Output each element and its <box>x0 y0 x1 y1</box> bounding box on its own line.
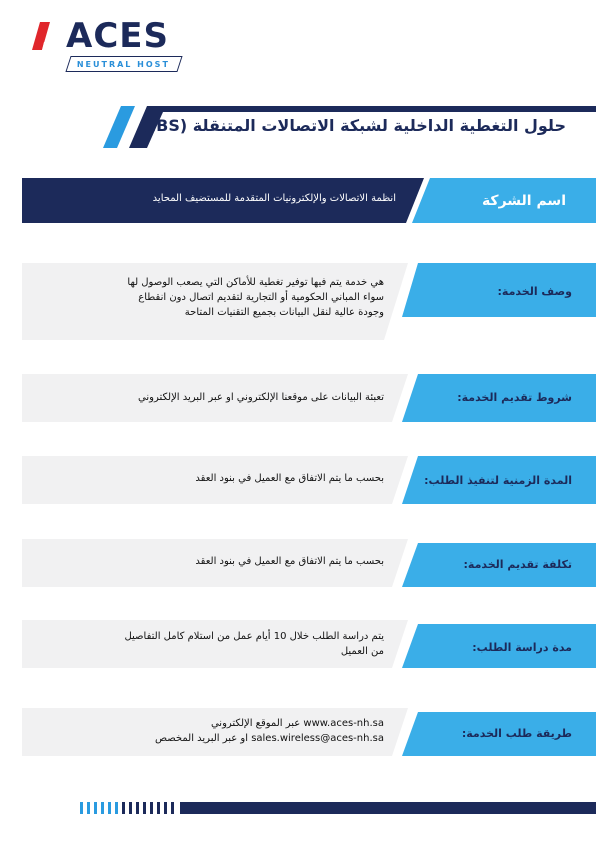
value-line: يتم دراسة الطلب خلال 10 أيام عمل من استلام كامل التفاصيل <box>124 631 384 642</box>
footer-solid-bar <box>180 802 596 814</box>
email-link[interactable]: sales.wireless@aces-nh.sa او عبر البريد المخصص <box>154 733 384 744</box>
service-description-label: وصف الخدمة: <box>497 285 572 298</box>
request-study-label: مدة دراسة الطلب: <box>472 641 572 654</box>
service-cost-value <box>44 554 384 569</box>
request-study-value <box>44 629 384 659</box>
value-line: سواء المباني الحكومية أو التجارية لتقديم اتصال دون انقطاع <box>138 292 384 303</box>
request-method-row <box>22 708 596 756</box>
value-line: تعبئة البيانات على موقعنا الإلكتروني او عبر البريد الإلكتروني <box>138 392 384 403</box>
request-study-row <box>22 620 596 668</box>
logo-slash-icon <box>30 20 60 52</box>
company-name-value: انظمة الاتصالات والإلكترونيات المتقدمة للمستضيف المحايد <box>152 193 396 204</box>
website-link[interactable]: www.aces-nh.sa عبر الموقع الإلكتروني <box>210 718 384 729</box>
service-conditions-value <box>44 390 384 405</box>
service-description-value <box>44 275 384 320</box>
service-cost-row <box>22 539 596 587</box>
service-conditions-label: شروط تقديم الخدمة: <box>457 391 572 404</box>
value-line: بحسب ما يتم الاتفاق مع العميل في بنود العقد <box>195 473 384 484</box>
company-name-row <box>22 178 596 223</box>
page-title-banner <box>103 106 596 148</box>
value-line: بحسب ما يتم الاتفاق مع العميل في بنود العقد <box>195 556 384 567</box>
footer-stripes <box>80 800 596 816</box>
value-line: من العميل <box>340 646 384 657</box>
footer-dashes <box>80 802 174 814</box>
service-description-row <box>22 263 596 340</box>
logo-name: ACES <box>66 16 169 56</box>
page-title: حلول التغطية الداخلية لشبكة الاتصالات المتنقلة (IBS) <box>142 116 566 135</box>
value-line: هي خدمة يتم فيها توفير تغطية للأماكن التي يصعب الوصول لها <box>127 277 384 288</box>
value-line: وجودة عالية لنقل البيانات بجميع التقنيات المتاحة <box>184 307 384 318</box>
execution-duration-row <box>22 456 596 504</box>
company-name-label: اسم الشركة <box>481 193 566 209</box>
service-conditions-row <box>22 374 596 422</box>
logo-tagline-box <box>65 56 182 72</box>
execution-duration-value <box>44 471 384 486</box>
execution-duration-label: المدة الزمنية لتنفيذ الطلب: <box>424 474 572 487</box>
logo-tagline: NEUTRAL HOST <box>77 59 171 69</box>
service-cost-label: تكلفة تقديم الخدمة: <box>463 558 572 571</box>
request-method-label: طريقة طلب الخدمة: <box>461 727 572 740</box>
company-logo <box>30 16 190 72</box>
request-method-value <box>44 716 384 746</box>
